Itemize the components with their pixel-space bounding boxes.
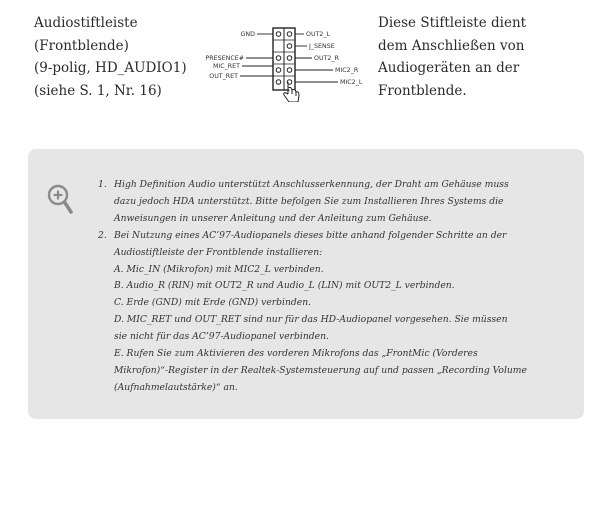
note-line: Bei Nutzung eines AC’97-Audiopanels dieses bitte anhand folgender Schritte an der — [114, 229, 507, 241]
note-item-number: 1. — [98, 179, 107, 190]
description-line: dem Anschließen von — [378, 37, 525, 54]
note-line: Audiostiftleiste der Frontblende installieren: — [114, 246, 323, 258]
description-line: Audiogeräten an der — [378, 60, 520, 76]
hd-audio-pin-diagram — [200, 22, 375, 102]
note-box — [28, 149, 584, 419]
description-line: Diese Stiftleiste dient — [378, 15, 527, 31]
note-item — [98, 228, 528, 397]
note-line: sie nicht für das AC’97-Audiopanel verbinden. — [114, 331, 329, 343]
note-line: D. MIC_RET und OUT_RET sind nur für das HD-Audiopanel vorgesehen. Sie müssen — [114, 314, 508, 326]
connector-description — [378, 12, 528, 102]
note-line: dazu jedoch HDA unterstützt. Bitte befolgen Sie zum Installieren Ihres Systems die — [114, 195, 504, 207]
note-line: Mikrofon)“-Register in der Realtek-Systemsteuerung auf und passen „Recording Volume — [114, 364, 527, 376]
pin-label-mic2-r: MIC2_R — [335, 67, 359, 74]
pin-label-j-sense: J_SENSE — [309, 43, 335, 50]
note-list — [98, 177, 528, 397]
description-line: Frontblende. — [378, 82, 467, 99]
pin-label-gnd: GND — [240, 31, 255, 38]
title-line: (9-polig, HD_AUDIO1) — [34, 60, 187, 76]
title-line: (siehe S. 1, Nr. 16) — [34, 82, 162, 99]
note-line: High Definition Audio unterstützt Anschlusserkennung, der Draht am Gehäuse muss — [114, 179, 509, 190]
note-line: B. Audio_R (RIN) mit OUT2_R und Audio_L (LIN) mit OUT2_L verbinden. — [114, 280, 455, 292]
pin-label-presence: PRESENCE# — [205, 55, 244, 62]
pin-label-mic2-l: MIC2_L — [340, 79, 363, 86]
pin-label-out-ret: OUT_RET — [209, 73, 238, 80]
connector-title — [34, 12, 194, 102]
note-line: A. Mic_IN (Mikrofon) mit MIC2_L verbinden. — [114, 263, 324, 275]
note-item-number: 2. — [98, 229, 107, 241]
note-line: Anweisungen in unserer Anleitung und der Anleitung zum Gehäuse. — [114, 212, 432, 224]
pin-label-out2-r: OUT2_R — [314, 55, 339, 62]
note-item — [98, 177, 528, 228]
note-line: (Aufnahmelautstärke)“ an. — [114, 381, 238, 393]
pin-label-mic-ret: MIC_RET — [212, 63, 240, 70]
pin-label-out2-l: OUT2_L — [306, 31, 331, 38]
note-line: C. Erde (GND) mit Erde (GND) verbinden. — [114, 297, 312, 309]
note-line: E. Rufen Sie zum Aktivieren des vorderen Mikrofons das „FrontMic (Vorderes — [114, 348, 478, 360]
title-line: Audiostiftleiste — [34, 15, 138, 31]
magnifier-plus-icon — [46, 183, 76, 217]
title-line: (Frontblende) — [34, 37, 129, 54]
